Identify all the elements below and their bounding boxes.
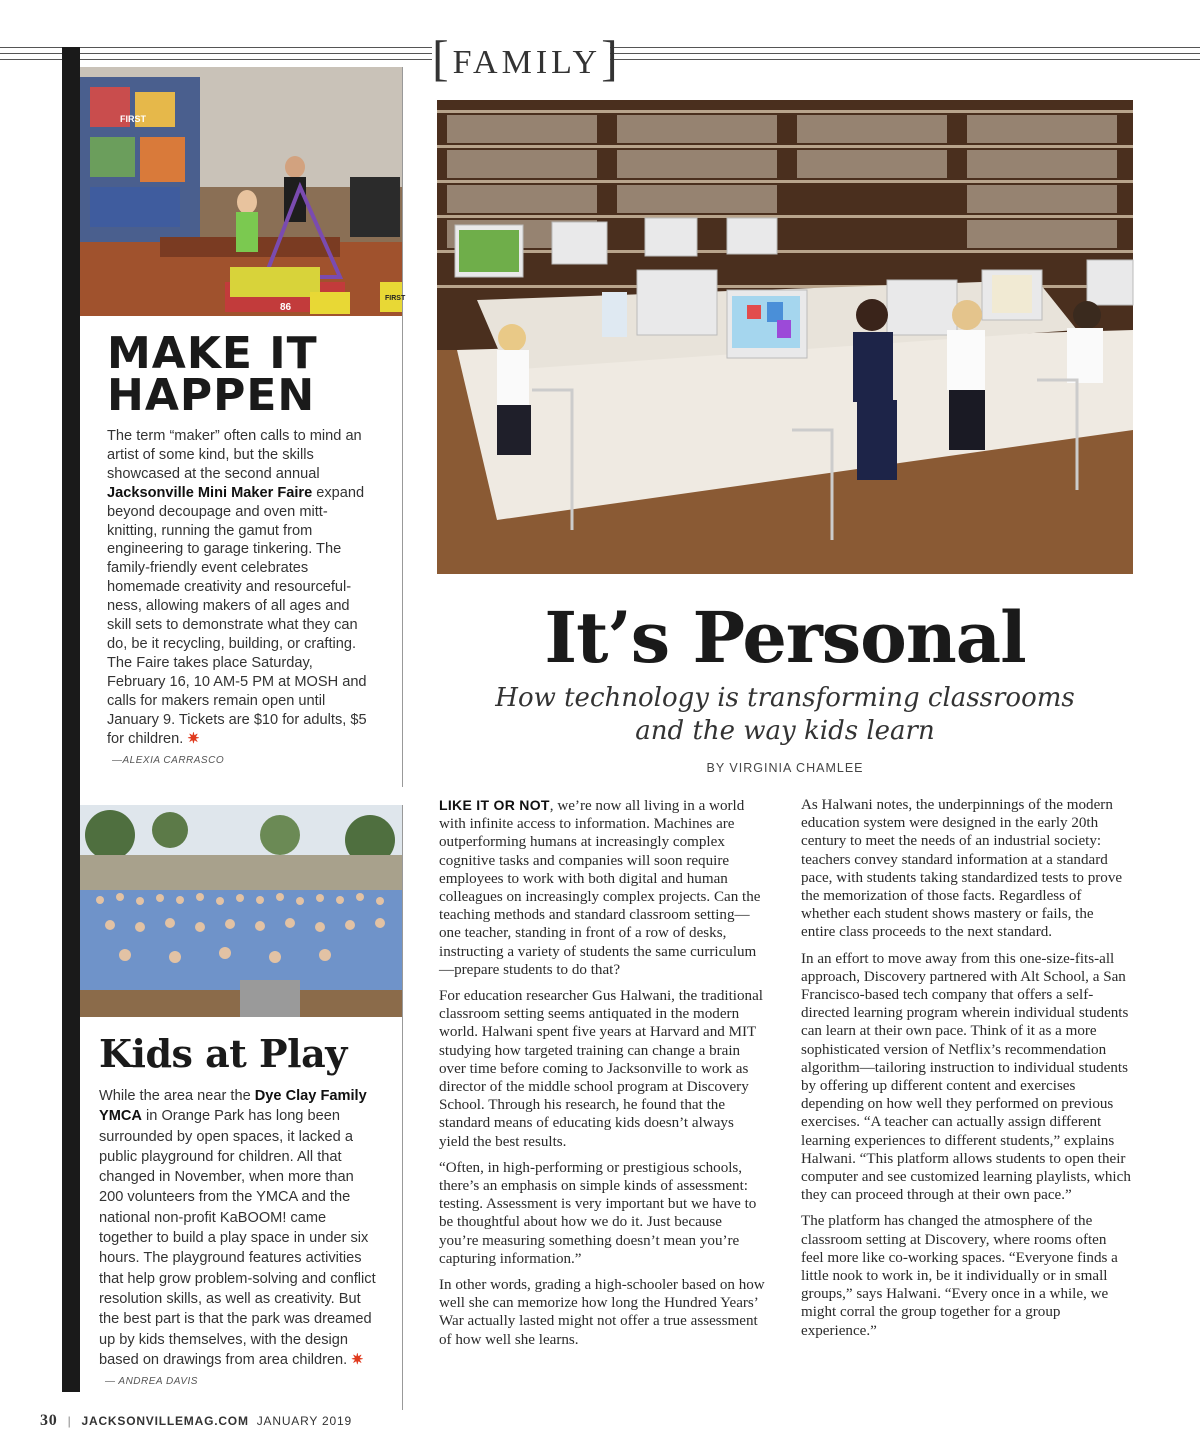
- sidebar1-right-border: [402, 67, 403, 787]
- sidebar2-body: [99, 1086, 379, 1392]
- sidebar2-title: Kids at Play: [99, 1031, 347, 1076]
- footer-separator: |: [67, 1414, 72, 1428]
- sidebar2-text-part2: in Orange Park has long been surrounded by open spaces, it lacked a public playground for children. All that changed in November, when more than 200 volunteers from the YMCA and the national non-profit KaBOOM! came together to build a play space in under six hours. The playground features activities that help grow problem-solving and conflict resolution skills, as well as creativity. But the best part is that the park was dreamed up by kids themselves, with the design based on drawings from area children.: [99, 1108, 376, 1368]
- robot-box-label: FIRST: [385, 295, 406, 302]
- article-headline: It’s Personal: [544, 596, 1026, 679]
- article-col1-p3: “Often, in high-performing or prestigious schools, there’s an emphasis on simple kinds of assessment: testing. Assessment is very important but we have to be thoughtful about how we do it. Just because you’re measuring something doesn’t mean you’re capturing information.”: [439, 1159, 757, 1267]
- article-dek-line2: and the way kids learn: [635, 716, 935, 746]
- article-byline: BY VIRGINIA CHAMLEE: [706, 761, 864, 775]
- article-paragraph: [439, 796, 765, 979]
- article-dek: [437, 682, 1133, 748]
- article-col2-p2: In an effort to move away from this one-size-fits-all approach, Discovery partnered with Alt School, a San Francisco-based tech company that offers a self-directed learning program wherein individual students can learn at their own pace. Think of it as a more sophisticated version of Netflix’s recommendation algorithm—tailoring instruction to individual students by offering up different content and exercises depending on how well they performed on previous exercises. “A teacher can actually assign different learning experiences to different students,” explains Halwani. “This platform allows students to open their computer and see customized learning playlists, which they can proceed through at their own pace.”: [801, 950, 1131, 1204]
- article-col2-p3: The platform has changed the atmosphere of the classroom setting at Discovery, where rooms often feel more like co-working spaces. “Everyone finds a little nook to work in, be it individually or in small groups,” says Halwani. “Every once in a while, we might corral the group together for a group experience.”: [801, 1213, 1118, 1339]
- sidebar1-title-line2: HAPPEN: [107, 370, 316, 421]
- article-col1-p4: In other words, grading a high-schooler based on how well she can memorize how long the Hundred Years’ War actually lasted might not offer a true assessment of how well she learns.: [439, 1277, 765, 1348]
- sidebar2-right-border: [402, 805, 403, 1410]
- article-col1-p1: , we’re now all living in a world with infinite access to information. Machines are outperforming humans at increasingly complex cognitive tasks and companies will soon require employees to work with both digital and human colleagues on increasingly complex projects. Can the teaching methods and standard classroom setting—one teacher, standing in front of a row of desks, instructing a variety of students the same curriculum—prepare students to do that?: [439, 798, 761, 978]
- footer-issue: JANUARY 2019: [256, 1414, 352, 1428]
- sidebar1-title: [107, 328, 397, 421]
- article-col2-p1: As Halwani notes, the underpinnings of the modern education system were designed in the early 20th century to meet the needs of an industrial society: teachers convey standard information at a standard pace, with students taking standardized tests to prove the memorization of those facts. Regardless of whether each student shows mastery or fails, the entire class proceeds to the next standard.: [801, 797, 1123, 941]
- sidebar1-text-part2: expand beyond decoupage and oven mitt-knitting, running the gamut from engineering to garage tinkering. The family-friendly event celebrates homemade creativity and resourceful-ness, allowing makers of all ages and skill sets to demonstrate what they can do, be it recycling, building, or crafting. The Faire takes place Saturday, February 16, 10 AM-5 PM at MOSH and calls for makers remain open until January 9. Tickets are $10 for adults, $5 for children.: [107, 484, 367, 747]
- sidebar1-body: [107, 427, 375, 771]
- sidebar1-event-name: Jacksonville Mini Maker Faire: [107, 484, 313, 501]
- section-label: FAMILY: [452, 44, 602, 81]
- maker-faire-photo: [80, 67, 406, 316]
- end-mark-icon: ✷: [187, 730, 200, 747]
- sidebar2-ymca-name: Dye Clay Family YMCA: [99, 1088, 367, 1125]
- playground-volunteers-photo: [80, 805, 402, 1017]
- page-number: 30: [40, 1412, 58, 1429]
- sidebar1-title-line1: MAKE IT: [107, 328, 318, 379]
- first-sign-text: FIRST: [120, 114, 146, 124]
- page-footer: [40, 1412, 352, 1430]
- sidebar-accent-bar: [62, 47, 80, 1392]
- article-col1-p2: For education researcher Gus Halwani, the traditional classroom setting seems antiquated in the modern world. Halwani spent five years at Harvard and MIT studying how targeted training can change a brain over time before coming to Jacksonville to work as director of the middle school program at Discovery School. Through his research, he found that the standard means of educating kids doesn’t always yield the best results.: [439, 988, 763, 1150]
- article-lead-in: LIKE IT OR NOT: [439, 797, 550, 813]
- article-column-1: [439, 796, 765, 1357]
- sidebar2-text-part1: While the area near the: [99, 1088, 255, 1104]
- sidebar1-text-part1: The term “maker” often calls to mind an artist of some kind, but the skills showcased at the second annual: [107, 428, 362, 482]
- article-dek-line1: How technology is transforming classrooms: [495, 683, 1075, 713]
- classroom-photo: [437, 100, 1133, 574]
- sidebar1-byline: —ALEXIA CARRASCO: [112, 755, 225, 767]
- sidebar2-byline: — ANDREA DAVIS: [105, 1376, 198, 1388]
- section-tag: [FAMILY]: [432, 24, 610, 88]
- article-column-2: [801, 796, 1131, 1348]
- footer-site-link[interactable]: JACKSONVILLEMAG.COM: [81, 1414, 249, 1428]
- robot-number-text: 86: [280, 302, 292, 313]
- end-mark-icon: ✷: [351, 1351, 364, 1368]
